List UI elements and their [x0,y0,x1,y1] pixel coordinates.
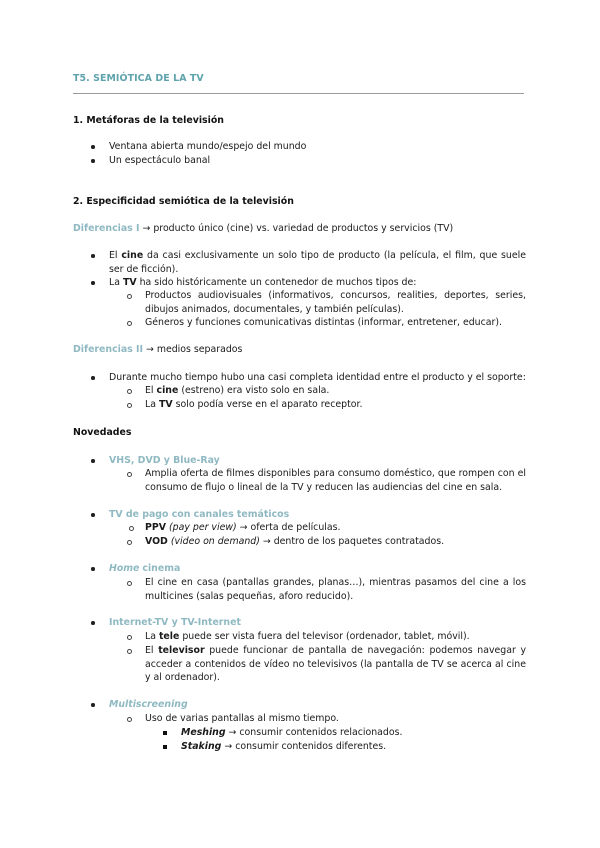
staking-item: Staking → consumir contenidos diferentes. [181,741,387,752]
tv-subitem-1: Productos audiovisuales (informativos, concursos, realities, deportes, series, dibujos animados, documentales, y también películas). [145,290,526,315]
dif2-subitem-2: La TV solo podía verse en el aparato receptor. [145,399,363,410]
diferencias-1 [73,222,453,235]
bullet-dot [91,254,95,258]
bullet-circle [127,717,132,722]
title-divider [73,93,524,94]
bullet-circle [127,403,132,408]
diferencias-2-label: Diferencias II [73,344,144,355]
multiscreening-label: Multiscreening [109,699,188,710]
dif2-subitem-1: El cine (estreno) era visto solo en sala. [145,385,330,396]
bullet-circle [127,649,132,654]
bullet-dot [91,567,95,571]
pago-label: TV de pago con canales temáticos [109,509,290,520]
bullet-square [163,745,167,749]
ppv-item: PPV (pay per view) → oferta de películas. [145,522,341,533]
internet-tv-subitem-2: El televisor puede funcionar de pantalla de navegación: podemos navegar y acceder a contenidos de vídeo no televisivos (la pantalla de TV se acerca al cine y al ordenador). [145,645,527,684]
vhs-text: Amplia oferta de filmes disponibles para consumo doméstico, que rompen con el consumo de flujo o lineal de la TV y reducen las audiencias del cine en sala. [145,468,526,493]
list-item: Ventana abierta mundo/espejo del mundo [109,141,307,152]
novedades-heading: Novedades [73,427,132,438]
home-cinema-label: Home cinema [109,563,181,574]
bullet-dot [91,145,95,149]
bullet-circle [127,540,132,545]
bullet-square [163,731,167,735]
bullet-dot [91,281,95,285]
bullet-dot [91,513,95,517]
diferencias-2 [73,343,242,356]
bullet-dot [91,703,95,707]
page-title: T5. SEMIÓTICA DE LA TV [73,73,204,84]
section-2-heading: 2. Especificidad semiótica de la televisión [73,196,294,207]
diferencias-2-text: → medios separados [146,344,243,355]
list-item: Un espectáculo banal [109,155,211,166]
internet-tv-label: Internet-TV y TV-Internet [109,617,241,628]
tv-item: La TV ha sido históricamente un contenedor de muchos tipos de: [109,277,417,288]
bullet-circle [127,389,132,394]
cine-item: El cine da casi exclusivamente un solo tipo de producto (la película, el film, que suele ser de ficción). [109,250,527,275]
bullet-dot [91,621,95,625]
bullet-circle [127,472,132,477]
tv-subitem-2: Géneros y funciones comunicativas distintas (informar, entretener, educar). [145,317,503,328]
meshing-item: Meshing → consumir contenidos relacionados. [181,727,403,738]
bullet-dot [91,159,95,163]
bullet-circle [127,635,132,640]
bullet-circle [127,581,132,586]
diferencias-1-text: → producto único (cine) vs. variedad de productos y servicios (TV) [142,223,454,234]
internet-tv-subitem-1: La tele puede ser vista fuera del televisor (ordenador, tablet, móvil). [145,631,470,642]
home-cinema-text: El cine en casa (pantallas grandes, planas…), mientras pasamos del cine a los multicines (salas pequeñas, aforo reducido). [145,577,526,602]
bullet-circle [129,526,134,531]
vod-item: VOD (video on demand) → dentro de los paquetes contratados. [145,536,445,547]
multiscreening-text: Uso de varias pantallas al mismo tiempo. [145,713,339,724]
dif2-item: Durante mucho tiempo hubo una casi completa identidad entre el producto y el soporte: [109,372,526,383]
vhs-label: VHS, DVD y Blue-Ray [109,455,220,466]
bullet-circle [127,294,132,299]
bullet-dot [91,376,95,380]
section-1-heading: 1. Metáforas de la televisión [73,115,224,126]
bullet-circle [127,321,132,326]
diferencias-1-label: Diferencias I [73,223,140,234]
bullet-dot [91,459,95,463]
